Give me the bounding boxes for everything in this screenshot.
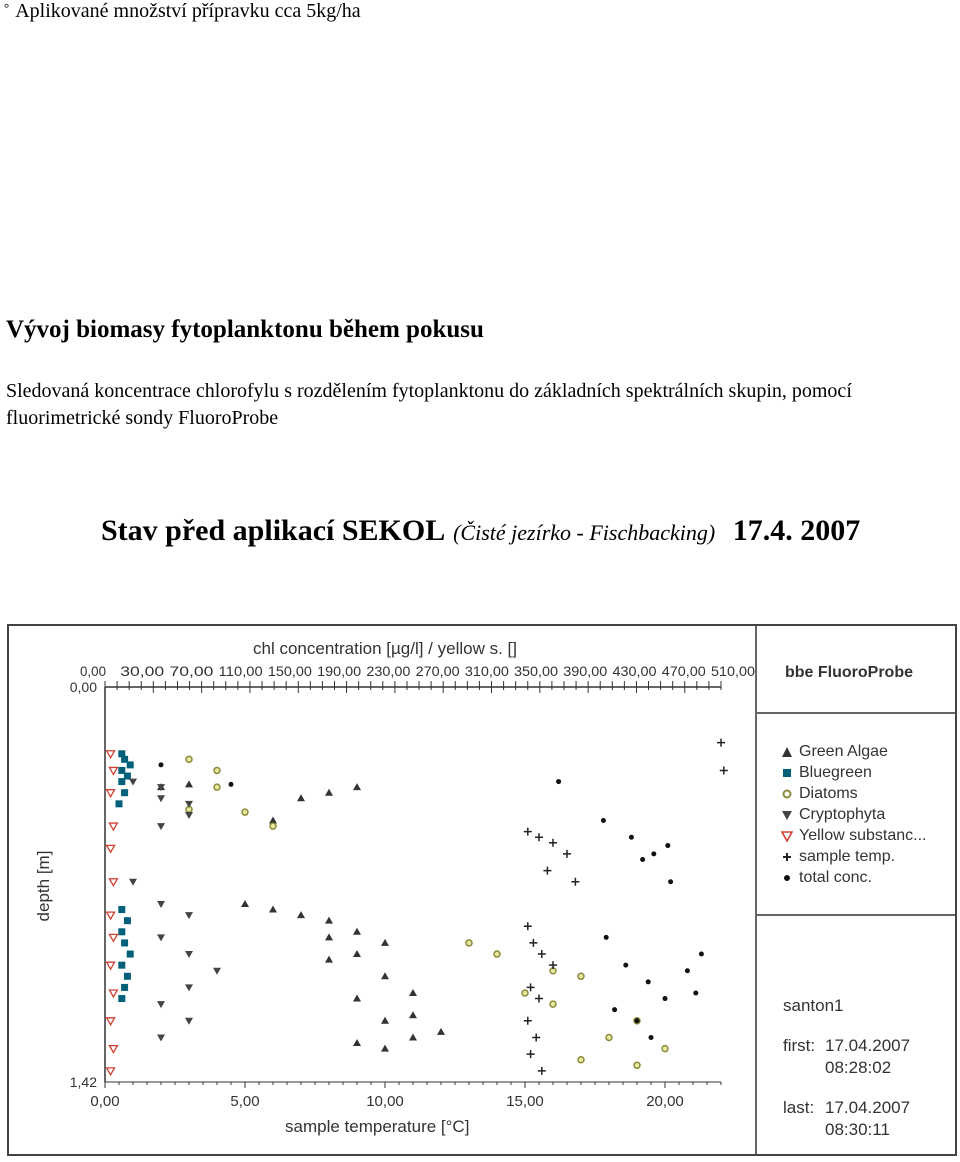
green-algae-point	[325, 933, 333, 940]
diatoms-point	[494, 951, 500, 957]
legend-label: total conc.	[799, 869, 872, 886]
total-conc-point	[229, 782, 234, 787]
top-tick-label: 0,00	[80, 663, 107, 679]
cryptophyta-point	[129, 779, 137, 786]
bottom-tick-label: 10,00	[366, 1093, 404, 1110]
yellow-substanc-point	[107, 1068, 115, 1075]
bluegreen-point	[118, 962, 125, 969]
yellow-substanc-point	[107, 912, 115, 919]
legend-panel	[755, 714, 955, 916]
last-label: last:	[783, 1098, 815, 1117]
legend-item-total-conc	[781, 868, 872, 888]
cryptophyta-point	[157, 823, 165, 830]
cryptophyta-point	[185, 984, 193, 991]
green-algae-point	[353, 1039, 361, 1046]
green-algae-point	[325, 956, 333, 963]
y-tick-label: 0,00	[69, 679, 97, 695]
sample-temp-point	[535, 833, 543, 841]
cryptophyta-point	[185, 812, 193, 819]
total-conc-point	[604, 935, 609, 940]
bluegreen-point	[121, 789, 128, 796]
diatoms-point	[186, 756, 192, 762]
circle-icon	[781, 788, 793, 800]
bullet-icon: °	[4, 0, 10, 15]
green-algae-point	[353, 995, 361, 1002]
total-conc-point	[649, 1035, 654, 1040]
green-algae-point	[409, 989, 417, 996]
plus-icon	[781, 851, 793, 863]
green-algae-point	[381, 972, 389, 979]
page-title: Vývoj biomasy fytoplanktonu během pokusu	[6, 316, 484, 343]
top-tick-label: 310,00	[464, 663, 510, 679]
top-tick-label: 270,00	[415, 663, 460, 679]
green-algae-point	[409, 1011, 417, 1018]
cryptophyta-point	[157, 795, 165, 802]
top-axis-title: chl concentration [µg/l] / yellow s. []	[253, 639, 517, 658]
sample-temp-point	[524, 922, 532, 930]
yellow-substanc-point	[109, 990, 117, 997]
sample-temp-point	[532, 1033, 540, 1041]
sample-temp-point	[524, 828, 532, 836]
bluegreen-point	[118, 906, 125, 913]
state-heading	[101, 514, 860, 548]
sample-temp-point	[524, 1017, 532, 1025]
top-tick-label: 30,00	[120, 663, 165, 679]
bluegreen-point	[118, 778, 125, 785]
description: Sledovaná koncentrace chlorofylu s rozdělením fytoplanktonu do základních spektrálních skupin, pomocí fluorimetrické sondy FluoroProbe	[6, 380, 852, 429]
sample-temp-point	[535, 995, 543, 1003]
legend-item-sample-temp	[781, 847, 895, 867]
yellow-substanc-point	[107, 790, 115, 797]
total-conc-point	[159, 762, 164, 767]
sample-temp-point	[527, 1050, 535, 1058]
green-algae-point	[353, 928, 361, 935]
legend-label: Yellow substanc...	[799, 827, 927, 844]
green-algae-point	[381, 1045, 389, 1052]
sample-temp-point	[717, 739, 725, 747]
total-conc-point	[601, 818, 606, 823]
top-tick-label: 110,00	[218, 663, 263, 679]
triangle-down-icon	[781, 809, 793, 821]
first-label: first:	[783, 1036, 816, 1055]
green-algae-point	[381, 939, 389, 946]
green-algae-point	[297, 911, 305, 918]
green-algae-point	[409, 1033, 417, 1040]
top-tick-label: 510,00	[711, 663, 756, 679]
yellow-substanc-point	[109, 823, 117, 830]
bluegreen-point	[118, 928, 125, 935]
legend-label: Diatoms	[799, 785, 858, 802]
legend-label: Bluegreen	[799, 764, 872, 781]
application-note	[4, 0, 361, 23]
top-tick-label: 350,00	[514, 663, 559, 679]
diatoms-point	[606, 1034, 612, 1040]
total-conc-point	[623, 963, 628, 968]
sample-temp-point	[538, 950, 546, 958]
legend-item-bluegreen	[781, 763, 872, 783]
legend-label: sample temp.	[799, 848, 896, 865]
state-location: (Čisté jezírko - Fischbacking)	[453, 520, 716, 545]
bluegreen-point	[124, 917, 131, 924]
instrument-name: santon1	[783, 996, 844, 1015]
sample-temp-point	[549, 839, 557, 847]
last-date: 17.04.2007	[825, 1098, 911, 1117]
top-tick-label: 430,00	[612, 663, 657, 679]
cryptophyta-point	[129, 879, 137, 886]
diatoms-point	[214, 784, 220, 790]
top-tick-label: 70,00	[169, 663, 214, 679]
cryptophyta-point	[157, 901, 165, 908]
sample-temp-point	[543, 867, 551, 875]
bottom-axis-title: sample temperature [°C]	[285, 1117, 470, 1136]
cryptophyta-point	[157, 1001, 165, 1008]
legend-item-yellow-substance	[781, 826, 926, 846]
cryptophyta-point	[157, 1034, 165, 1041]
diatoms-point	[522, 990, 528, 996]
yellow-substanc-point	[109, 879, 117, 886]
dot-icon	[781, 872, 793, 884]
yellow-substanc-point	[107, 845, 115, 852]
total-conc-point	[699, 952, 704, 957]
legend-item-diatoms	[781, 784, 858, 804]
legend-label: Cryptophyta	[799, 806, 886, 823]
green-algae-point	[353, 950, 361, 957]
total-conc-point	[640, 857, 645, 862]
total-conc-point	[685, 968, 690, 973]
total-conc-point	[668, 879, 673, 884]
application-note-text: Aplikované množství přípravku cca 5kg/ha	[15, 0, 361, 22]
last-time: 08:30:11	[825, 1120, 890, 1139]
green-algae-point	[297, 794, 305, 801]
bottom-tick-label: 20,00	[646, 1093, 684, 1110]
bluegreen-point	[124, 973, 131, 980]
cryptophyta-point	[185, 1018, 193, 1025]
diatoms-point	[270, 823, 276, 829]
brand-panel	[755, 626, 955, 714]
legend-label: Green Algae	[799, 743, 888, 760]
top-tick-label: 390,00	[563, 663, 608, 679]
yellow-substanc-point	[107, 1018, 115, 1025]
first-date: 17.04.2007	[825, 1036, 911, 1055]
state-prefix: Stav před aplikací SEKOL	[101, 514, 444, 547]
diatoms-point	[578, 1057, 584, 1063]
bottom-tick-label: 5,00	[230, 1093, 260, 1110]
yellow-substanc-point	[109, 767, 117, 774]
diatoms-point	[634, 1062, 640, 1068]
bluegreen-point	[116, 800, 123, 807]
yellow-substanc-point	[107, 962, 115, 969]
top-tick-label: 190,00	[317, 663, 362, 679]
sample-temp-point	[538, 1067, 546, 1075]
cryptophyta-point	[157, 934, 165, 941]
bluegreen-point	[118, 995, 125, 1002]
diatoms-point	[242, 809, 248, 815]
green-algae-point	[241, 900, 249, 907]
total-conc-point	[663, 996, 668, 1001]
bottom-tick-label: 0,00	[90, 1093, 120, 1110]
triangle-down-open-icon	[781, 830, 793, 842]
y-tick-label: 1,42	[69, 1074, 97, 1090]
sample-temp-point	[549, 961, 557, 969]
top-tick-label: 470,00	[661, 663, 706, 679]
triangle-up-icon	[781, 746, 793, 758]
total-conc-point	[635, 1018, 640, 1023]
cryptophyta-point	[185, 801, 193, 808]
sample-temp-point	[527, 983, 535, 991]
total-conc-point	[693, 990, 698, 995]
bottom-tick-label: 15,00	[506, 1093, 544, 1110]
yellow-substanc-point	[109, 934, 117, 941]
total-conc-point	[651, 851, 656, 856]
cryptophyta-point	[185, 912, 193, 919]
fluoroprobe-chart	[7, 624, 957, 1156]
bluegreen-point	[127, 761, 134, 768]
green-algae-point	[353, 783, 361, 790]
top-tick-label: 230,00	[366, 663, 411, 679]
bluegreen-point	[127, 951, 134, 958]
total-conc-point	[556, 779, 561, 784]
total-conc-point	[665, 843, 670, 848]
diatoms-point	[466, 940, 472, 946]
diatoms-point	[550, 1001, 556, 1007]
diatoms-point	[662, 1046, 668, 1052]
total-conc-point	[612, 1007, 617, 1012]
square-icon	[781, 767, 793, 779]
diatoms-point	[214, 767, 220, 773]
measurement-info-panel	[755, 916, 955, 1154]
yellow-substanc-point	[109, 1046, 117, 1053]
top-tick-label: 150,00	[267, 663, 313, 679]
sample-temp-point	[563, 850, 571, 858]
total-conc-point	[629, 835, 634, 840]
green-algae-point	[269, 906, 277, 913]
state-date: 17.4. 2007	[732, 514, 861, 547]
green-algae-point	[185, 780, 193, 787]
sample-temp-point	[571, 878, 579, 886]
green-algae-point	[437, 1028, 445, 1035]
sample-temp-point	[720, 766, 728, 774]
green-algae-point	[381, 1017, 389, 1024]
cryptophyta-point	[213, 968, 221, 975]
yellow-substanc-point	[107, 751, 115, 758]
y-axis-title: depth [m]	[34, 850, 53, 922]
green-algae-point	[325, 789, 333, 796]
legend-item-cryptophyta	[781, 805, 885, 825]
green-algae-point	[325, 917, 333, 924]
legend-item-green-algae	[781, 742, 888, 762]
diatoms-point	[578, 973, 584, 979]
bluegreen-point	[121, 939, 128, 946]
cryptophyta-point	[185, 951, 193, 958]
first-time: 08:28:02	[825, 1058, 892, 1077]
sample-temp-point	[529, 939, 537, 947]
bluegreen-point	[121, 984, 128, 991]
brand-label: bbe FluoroProbe	[785, 664, 913, 681]
total-conc-point	[646, 979, 651, 984]
